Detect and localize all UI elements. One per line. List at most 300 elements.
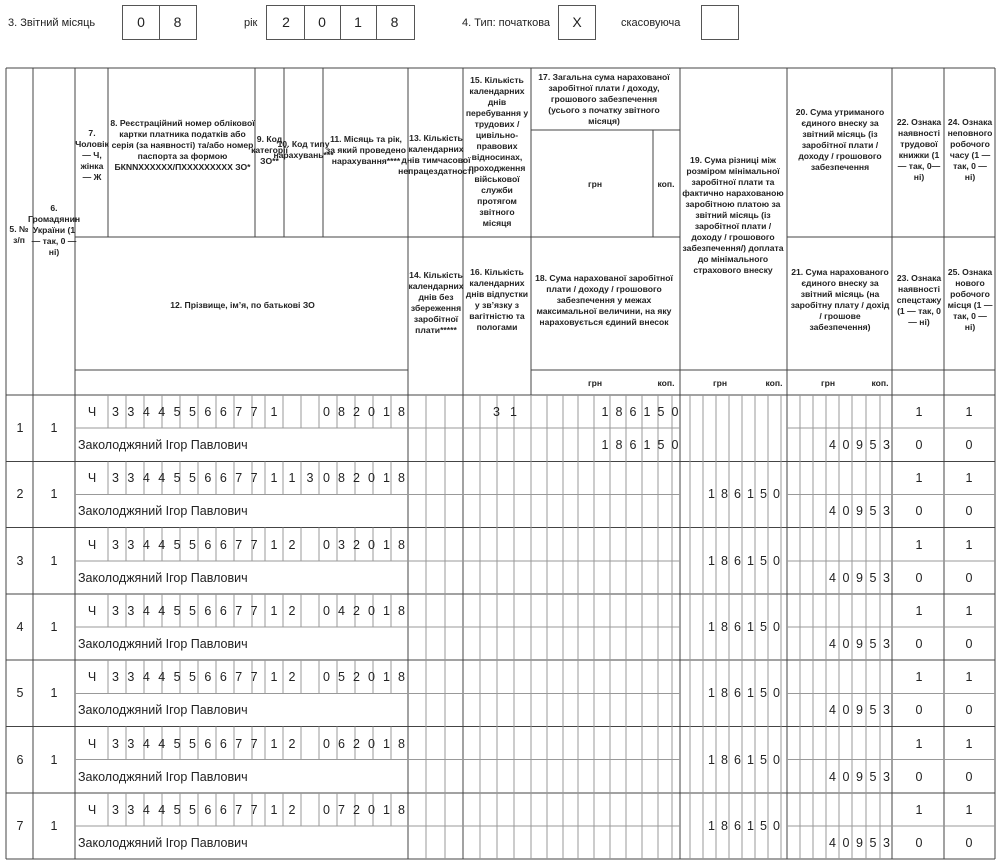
tax-id-digit: 3 [112, 405, 119, 419]
tax-id-digit: 3 [112, 537, 119, 552]
category-code: 1 [270, 405, 278, 419]
sum21-digit: 3 [883, 769, 890, 784]
col23-header: 23. Ознака наявності спецстажу (1 — так, 0— ні) [896, 272, 942, 327]
sum19-digit: 1 [747, 686, 754, 701]
period-digit: 0 [368, 603, 375, 618]
tax-id-digit: 5 [173, 736, 181, 751]
tax-id-digit: 4 [142, 471, 150, 486]
sum19-digit: 1 [747, 752, 754, 767]
tax-id-digit: 4 [142, 670, 150, 685]
tax-id-digit: 5 [173, 670, 181, 685]
flag22: 1 [915, 537, 923, 552]
tax-id-digit: 3 [127, 537, 135, 552]
period-digit: 2 [353, 537, 360, 552]
tax-id-digit: 4 [142, 736, 150, 751]
tax-id-digit: 6 [204, 736, 212, 751]
tax-id-digit: 7 [235, 670, 243, 685]
sum19-digit: 8 [721, 752, 728, 767]
month-digit: 8 [173, 14, 182, 30]
gender-code: Ч [87, 603, 97, 618]
period-digit: 0 [368, 802, 375, 817]
tax-id-digit: 5 [189, 736, 196, 751]
period-digit: 2 [353, 670, 360, 685]
tax-id-digit: 4 [158, 471, 166, 486]
flag22: 1 [915, 802, 923, 817]
period-digit: 0 [323, 670, 330, 685]
period-digit: 1 [383, 471, 390, 486]
sum19-digit: 1 [708, 686, 715, 701]
col10-header: 10. Код типу нарахувань*** [273, 139, 334, 160]
col16-header: 16. Кількість календарних днів відпустки у зв’язку з вагітністю та пологами [465, 267, 529, 332]
tax-id-digit: 6 [204, 670, 212, 685]
sum18-digit: 8 [615, 438, 623, 453]
period-digit: 3 [338, 537, 345, 552]
col21-header: 21. Сума нарахованого єдиного внеску за звітний місяць (на заробітну плату / дохід / грошове забезпечення) [790, 267, 890, 332]
period-digit: 8 [398, 405, 405, 419]
col14-header: 14. Кількість календарних днів без збереження заробітної плати***** [408, 270, 464, 335]
sum21-digit: 0 [842, 504, 850, 519]
period-digit: 0 [323, 471, 330, 486]
sum19-digit: 5 [760, 487, 767, 502]
col18-grn-label: грн [587, 378, 603, 388]
col19-grn-label: грн [712, 378, 728, 388]
col22-header: 22. Ознака наявності трудової книжки (1— так, 0— ні) [896, 117, 942, 182]
col11-header: 11. Місяць та рік, за який проведено нарахування**** [326, 133, 406, 166]
sum21-digit: 0 [842, 570, 850, 585]
tax-id-digit: 4 [158, 802, 166, 817]
period-digit: 8 [398, 603, 405, 618]
tax-id-digit: 5 [189, 471, 196, 486]
tax-id-digit: 4 [158, 736, 166, 751]
period-digit: 1 [383, 537, 390, 552]
tax-id-digit: 3 [127, 603, 135, 618]
citizen-flag: 1 [50, 818, 58, 833]
tax-id-digit: 6 [204, 802, 212, 817]
tax-id-digit: 5 [173, 405, 181, 419]
tax-id-digit: 5 [173, 603, 181, 618]
period-digit: 2 [353, 405, 360, 419]
sum19-digit: 8 [721, 487, 728, 502]
tax-id-digit: 6 [219, 736, 227, 751]
period-digit: 0 [323, 603, 330, 618]
tax-id-digit: 6 [204, 471, 212, 486]
year-digit: 2 [269, 6, 305, 39]
flag25: 0 [965, 438, 973, 453]
period-digit: 1 [383, 802, 390, 817]
tax-id-digit: 6 [219, 603, 227, 618]
category-code: 1 [270, 603, 278, 618]
sum18-digit: 1 [601, 438, 609, 453]
tax-id-digit: 7 [250, 802, 258, 817]
period-digit: 1 [383, 405, 390, 419]
tax-id-digit: 4 [158, 405, 166, 419]
sum19-digit: 1 [708, 752, 715, 767]
tax-id-digit: 5 [173, 537, 181, 552]
tax-id-digit: 3 [127, 471, 135, 486]
accrual-type-digit: 2 [288, 802, 296, 817]
gender-code: Ч [87, 405, 97, 419]
col6-header: 6. Громадянин України (1 — так, 0 — ні) [27, 202, 81, 257]
tax-id-digit: 6 [204, 603, 212, 618]
tax-id-digit: 6 [219, 802, 227, 817]
year-digit: 8 [390, 14, 399, 30]
tax-id-digit: 7 [235, 736, 243, 751]
tax-id-digit: 4 [142, 802, 150, 817]
sum21-digit: 9 [856, 703, 863, 718]
period-digit: 8 [398, 471, 405, 486]
sum19-digit: 1 [708, 818, 715, 833]
employee-name: Заколоджяний Ігор Павлович [78, 637, 248, 652]
gender-code: Ч [87, 736, 97, 751]
period-digit: 0 [323, 736, 330, 751]
tax-id-digit: 5 [189, 537, 196, 552]
flag23: 0 [915, 438, 923, 453]
type-cancel-label: скасовуюча [621, 17, 681, 29]
sum21-digit: 0 [842, 637, 850, 652]
period-digit: 2 [353, 736, 360, 751]
flag25: 0 [965, 504, 973, 519]
citizen-flag: 1 [50, 620, 58, 635]
sum19-digit: 6 [734, 487, 741, 502]
flag23: 0 [915, 835, 923, 850]
sum21-digit: 5 [869, 504, 877, 519]
sum19-digit: 1 [747, 487, 754, 502]
year-label: рік [244, 17, 258, 29]
year-digit: 0 [305, 6, 341, 39]
col17-header: 17. Загальна сума нарахованої заробітної плати / доходу, грошового забезпечення (усього з початку звітного місяця) [538, 72, 670, 126]
col19-header: 19. Сума різниці між розміром мінімальної заробітної плати та фактично нарахованою заробітною платою за звітний місяць (із заробітної плати / доходу / грошового забезпечення/) доплата до мінімального страхового внеску [682, 154, 784, 275]
flag24: 1 [965, 471, 973, 486]
flag23: 0 [915, 769, 923, 784]
tax-id-digit: 3 [112, 736, 119, 751]
tax-id-digit: 4 [142, 537, 150, 552]
sum19-digit: 8 [721, 686, 728, 701]
tax-id-digit: 5 [189, 603, 196, 618]
report-month-label: 3. Звітний місяць [8, 17, 96, 29]
accrual-type-digit: 2 [288, 736, 296, 751]
period-digit: 2 [353, 471, 360, 486]
sum21-digit: 4 [829, 703, 836, 718]
type-initial-checkbox[interactable]: X [558, 5, 596, 40]
sum19-digit: 8 [721, 818, 728, 833]
category-code: 1 [270, 670, 278, 685]
sum19-digit: 1 [708, 553, 715, 568]
flag24: 1 [965, 603, 973, 618]
period-digit: 7 [338, 802, 345, 817]
period-digit: 0 [368, 736, 375, 751]
tax-id-digit: 6 [219, 670, 227, 685]
tax-id-digit: 6 [219, 405, 227, 419]
sum21-digit: 9 [856, 637, 863, 652]
sum21-digit: 4 [829, 570, 836, 585]
citizen-flag: 1 [50, 752, 58, 767]
sum21-digit: 9 [856, 438, 863, 453]
sum19-digit: 1 [747, 818, 754, 833]
category-code: 1 [270, 471, 278, 486]
gender-code: Ч [87, 670, 97, 685]
period-digit: 8 [338, 405, 345, 419]
sum21-digit: 3 [883, 504, 890, 519]
period-digit: 1 [383, 736, 390, 751]
flag25: 0 [965, 835, 973, 850]
period-digit: 8 [398, 537, 405, 552]
sum17-digit: 1 [643, 405, 651, 419]
sum18-digit: 0 [671, 438, 679, 453]
sum21-digit: 4 [829, 438, 836, 453]
tax-id-digit: 4 [142, 603, 150, 618]
period-digit: 0 [323, 802, 330, 817]
sum19-digit: 8 [721, 620, 728, 635]
sum21-digit: 0 [842, 835, 850, 850]
sum19-digit: 6 [734, 686, 741, 701]
tax-id-digit: 7 [250, 405, 258, 419]
period-digit: 2 [353, 802, 360, 817]
flag22: 1 [915, 736, 923, 751]
tax-id-digit: 4 [158, 670, 166, 685]
sum19-digit: 6 [734, 620, 741, 635]
category-code: 1 [270, 537, 278, 552]
row-number: 6 [16, 752, 24, 767]
sum19-digit: 0 [773, 818, 780, 833]
citizen-flag: 1 [50, 487, 58, 502]
sum17-digit: 5 [657, 405, 665, 419]
sum21-digit: 3 [883, 570, 890, 585]
tax-id-digit: 3 [127, 736, 135, 751]
sum19-digit: 0 [773, 686, 780, 701]
sum21-digit: 3 [883, 438, 890, 453]
flag25: 0 [965, 769, 973, 784]
period-digit: 8 [338, 471, 345, 486]
sum21-digit: 0 [842, 438, 850, 453]
sum18-digit: 1 [643, 438, 651, 453]
sum21-digit: 4 [829, 637, 836, 652]
tax-id-digit: 3 [127, 802, 135, 817]
sum19-digit: 5 [760, 686, 767, 701]
period-digit: 0 [368, 405, 375, 419]
tax-id-digit: 3 [127, 670, 135, 685]
sum17-digit: 1 [601, 405, 609, 419]
year-digit: 1 [341, 6, 377, 39]
tax-id-digit: 7 [250, 537, 258, 552]
tax-id-digit: 5 [189, 670, 196, 685]
gender-code: Ч [87, 471, 97, 486]
tax-id-digit: 5 [173, 802, 181, 817]
sum21-digit: 4 [829, 504, 836, 519]
tax-id-digit: 6 [219, 471, 227, 486]
row-number: 7 [16, 818, 24, 833]
tax-id-digit: 7 [250, 670, 258, 685]
period-digit: 0 [368, 471, 375, 486]
col17-grn-label: грн [587, 179, 603, 189]
flag22: 1 [915, 471, 923, 486]
col21-kop-label: коп. [871, 378, 889, 388]
period-digit: 6 [338, 736, 345, 751]
citizen-flag: 1 [50, 421, 58, 436]
tax-id-digit: 5 [189, 405, 196, 419]
sum21-digit: 3 [883, 637, 890, 652]
flag24: 1 [965, 670, 973, 685]
sum21-digit: 0 [842, 703, 850, 718]
sum21-digit: 5 [869, 570, 877, 585]
row-number: 4 [16, 620, 24, 635]
sum18-digit: 6 [629, 438, 637, 453]
employee-name: Заколоджяний Ігор Павлович [78, 438, 248, 453]
days-worked-digit: 1 [510, 405, 517, 419]
col9-header: 9. Код категорії ЗО** [251, 133, 288, 166]
flag22: 1 [915, 603, 923, 618]
sum19-digit: 1 [747, 553, 754, 568]
sum19-digit: 1 [708, 487, 715, 502]
days-worked-digit: 3 [493, 405, 500, 419]
flag25: 0 [965, 570, 973, 585]
col18-header: 18. Сума нарахованої заробітної плати / доходу / грошового забезпечення у межах максимальної величини, на яку нараховується єдиний внесок [535, 272, 673, 327]
month-digit: 0 [124, 6, 160, 39]
employee-name: Заколоджяний Ігор Павлович [78, 504, 248, 519]
sum19-digit: 6 [734, 553, 741, 568]
period-digit: 1 [383, 670, 390, 685]
tax-id-digit: 3 [112, 603, 119, 618]
sum17-digit: 0 [671, 405, 679, 419]
col15-header: 15. Кількість календарних днів перебування у трудових / цивільно-правових відносинах, проходження військової служби протягом звітного місяця [465, 75, 529, 228]
tax-id-digit: 4 [158, 603, 166, 618]
tax-id-digit: 7 [235, 405, 243, 419]
sum19-digit: 1 [708, 620, 715, 635]
employee-name: Заколоджяний Ігор Павлович [78, 570, 248, 585]
period-digit: 4 [338, 603, 345, 618]
col17-kop-label: коп. [657, 179, 675, 189]
sum21-digit: 9 [856, 504, 863, 519]
sum19-digit: 1 [747, 620, 754, 635]
sum21-digit: 3 [883, 835, 890, 850]
accrual-type-digit: 2 [288, 537, 296, 552]
sum21-digit: 9 [856, 835, 863, 850]
sum21-digit: 5 [869, 637, 877, 652]
sum19-digit: 5 [760, 818, 767, 833]
col13-header: 13. Кількість календарних днів тимчасової непрацездатності [398, 133, 474, 176]
sum19-digit: 6 [734, 818, 741, 833]
sum21-digit: 0 [842, 769, 850, 784]
sum19-digit: 6 [734, 752, 741, 767]
tax-id-digit: 7 [250, 736, 258, 751]
period-digit: 0 [323, 405, 330, 419]
col8-header: 8. Реєстраційний номер облікової картки платника податків або серія (за наявності) та/або номер паспорта за формою БКNNXXXXXX/ПХХХХХХХХХ ЗО* [110, 117, 255, 172]
tax-id-digit: 7 [250, 603, 258, 618]
citizen-flag: 1 [50, 686, 58, 701]
sum21-digit: 5 [869, 769, 877, 784]
tax-id-digit: 3 [112, 471, 119, 486]
flag23: 0 [915, 504, 923, 519]
col24-header: 24. Ознака неповного робочого часу (1 — так, 0 — ні) [947, 117, 993, 182]
flag24: 1 [965, 736, 973, 751]
tax-id-digit: 7 [235, 802, 243, 817]
row-number: 3 [16, 553, 24, 568]
gender-code: Ч [87, 802, 97, 817]
type-initial-label: 4. Тип: початкова [462, 17, 551, 29]
accrual-type-digit: 2 [288, 670, 296, 685]
sum19-digit: 5 [760, 620, 767, 635]
tax-id-digit: 7 [235, 471, 243, 486]
col19-kop-label: коп. [765, 378, 783, 388]
tax-id-digit: 4 [142, 405, 150, 419]
tax-id-digit: 6 [204, 537, 212, 552]
accrual-type-digit: 3 [306, 471, 314, 486]
flag23: 0 [915, 637, 923, 652]
sum21-digit: 4 [829, 835, 836, 850]
sum21-digit: 5 [869, 703, 877, 718]
flag23: 0 [915, 570, 923, 585]
accrual-type-digit: 1 [288, 471, 296, 486]
sum19-digit: 0 [773, 620, 780, 635]
flag25: 0 [965, 637, 973, 652]
sum21-digit: 9 [856, 570, 863, 585]
sum19-digit: 0 [773, 752, 780, 767]
flag22: 1 [915, 405, 923, 419]
tax-id-digit: 7 [250, 471, 258, 486]
period-digit: 1 [383, 603, 390, 618]
col20-header: 20. Сума утриманого єдиного внеску за звітний місяць (із заробітної плати / доходу / грошового забезпечення [795, 107, 885, 172]
tax-id-digit: 4 [158, 537, 166, 552]
category-code: 1 [270, 736, 278, 751]
flag24: 1 [965, 537, 973, 552]
flag24: 1 [965, 405, 973, 419]
row-number: 2 [16, 487, 24, 502]
tax-id-digit: 3 [112, 670, 119, 685]
sum21-digit: 3 [883, 703, 890, 718]
tax-id-digit: 5 [189, 802, 196, 817]
tax-id-digit: 3 [127, 405, 135, 419]
period-digit: 8 [398, 802, 405, 817]
employee-name: Заколоджяний Ігор Павлович [78, 835, 248, 850]
row-number: 1 [16, 421, 24, 436]
sum21-digit: 5 [869, 438, 877, 453]
col7-header: 7. Чоловік — Ч, жінка — Ж [75, 127, 109, 182]
col18-kop-label: коп. [657, 378, 675, 388]
citizen-flag: 1 [50, 553, 58, 568]
row-number: 5 [16, 686, 24, 701]
period-digit: 5 [338, 670, 345, 685]
tax-id-digit: 3 [112, 802, 119, 817]
period-digit: 0 [368, 537, 375, 552]
accrual-type-digit: 2 [288, 603, 296, 618]
period-digit: 8 [398, 670, 405, 685]
sum19-digit: 8 [721, 553, 728, 568]
category-code: 1 [270, 802, 278, 817]
tax-id-digit: 7 [235, 603, 243, 618]
sum21-digit: 4 [829, 769, 836, 784]
sum19-digit: 5 [760, 752, 767, 767]
flag23: 0 [915, 703, 923, 718]
sum21-digit: 9 [856, 769, 863, 784]
sum19-digit: 0 [773, 553, 780, 568]
period-digit: 2 [353, 603, 360, 618]
flag24: 1 [965, 802, 973, 817]
col21-grn-label: грн [820, 378, 836, 388]
tax-id-digit: 5 [173, 471, 181, 486]
col5-header: 5. № з/п [9, 224, 29, 245]
period-digit: 8 [398, 736, 405, 751]
period-digit: 0 [323, 537, 330, 552]
flag22: 1 [915, 670, 923, 685]
col12-header: 12. Прізвище, ім’я, по батькові ЗО [170, 299, 315, 310]
tax-id-digit: 6 [219, 537, 227, 552]
sum19-digit: 0 [773, 487, 780, 502]
employee-name: Заколоджяний Ігор Павлович [78, 703, 248, 718]
col25-header: 25. Ознака нового робочого місця (1 — так, 0 — ні) [947, 267, 993, 332]
tax-id-digit: 7 [235, 537, 243, 552]
period-digit: 0 [368, 670, 375, 685]
flag25: 0 [965, 703, 973, 718]
sum19-digit: 5 [760, 553, 767, 568]
